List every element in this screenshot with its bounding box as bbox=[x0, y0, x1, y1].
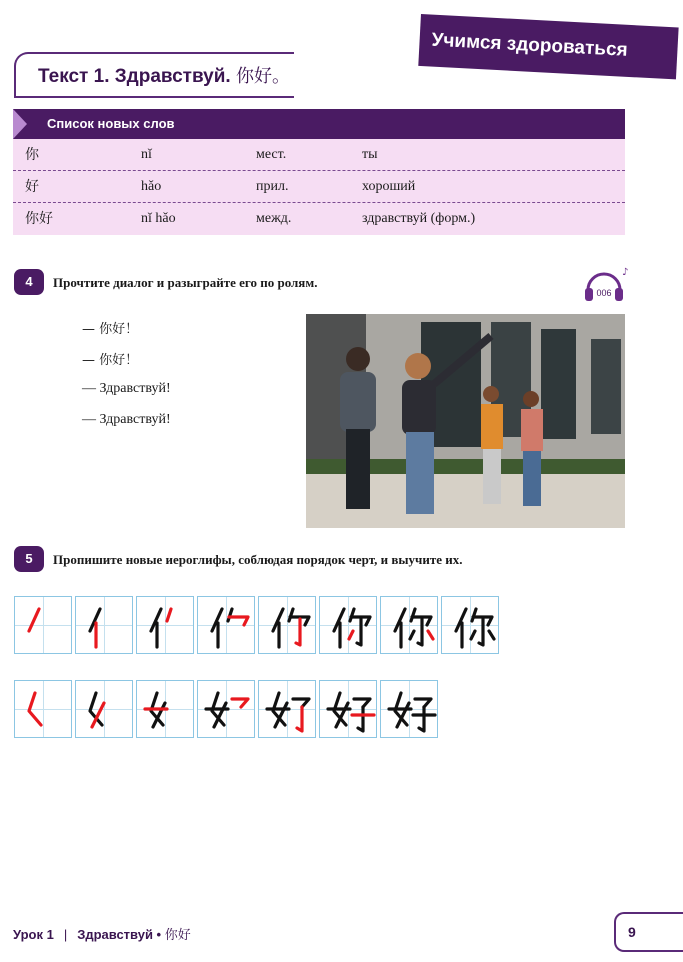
exercise-4-instruction: Прочтите диалог и разыграйте его по ролям. bbox=[53, 275, 318, 290]
vocab-hanzi: 好 bbox=[25, 179, 39, 195]
exercise-5-number: 5 bbox=[14, 546, 44, 572]
vocab-translation: здравствуй (форм.) bbox=[362, 211, 476, 226]
stroke-cell bbox=[380, 596, 438, 654]
text-title-chinese: 你好。 bbox=[236, 66, 290, 87]
page-number: 9 bbox=[628, 924, 636, 940]
footer-topic-chinese: 你好 bbox=[164, 928, 191, 943]
exercise-4-number: 4 bbox=[14, 269, 44, 295]
audio-track-label: 006 bbox=[596, 288, 612, 298]
vocab-translation: хороший bbox=[362, 179, 416, 194]
stroke-cell bbox=[136, 680, 194, 738]
exercise-5-instruction: Пропишите новые иероглифы, соблюдая порядок черт, и выучите их. bbox=[53, 552, 463, 567]
dialog-line: — 你好！ bbox=[82, 322, 139, 337]
vocab-row bbox=[13, 203, 625, 235]
stroke-cell bbox=[258, 680, 316, 738]
vocab-pinyin: nǐ bbox=[141, 147, 152, 162]
footer-topic: Здравствуй • bbox=[77, 927, 162, 942]
vocab-pinyin: nǐ hǎo bbox=[141, 211, 176, 226]
vocab-header-triangle bbox=[13, 109, 27, 139]
dialog-line: — 你好！ bbox=[82, 353, 139, 368]
stroke-cell bbox=[319, 680, 377, 738]
vocab-hanzi: 你 bbox=[25, 147, 39, 163]
dialog-line: — Здравствуй! bbox=[82, 381, 171, 396]
students-greeting-photo bbox=[306, 314, 625, 528]
vocab-hanzi: 你好 bbox=[25, 211, 53, 227]
vocab-row bbox=[13, 171, 625, 203]
text-title-main: Текст 1. Здравствуй. bbox=[38, 66, 231, 87]
vocab-header bbox=[13, 109, 625, 139]
stroke-cell bbox=[197, 596, 255, 654]
dialog-line: — Здравствуй! bbox=[82, 412, 171, 427]
section-title-banner bbox=[418, 14, 678, 79]
stroke-cell bbox=[319, 596, 377, 654]
vocab-header-label: Список новых слов bbox=[47, 116, 175, 131]
page-number-box bbox=[614, 912, 683, 952]
stroke-cell bbox=[14, 596, 72, 654]
stroke-cell bbox=[197, 680, 255, 738]
vocab-table bbox=[13, 139, 625, 235]
stroke-cell bbox=[258, 596, 316, 654]
headphones-icon[interactable] bbox=[583, 266, 627, 306]
vocab-row bbox=[13, 139, 625, 171]
stroke-cell bbox=[75, 596, 133, 654]
stroke-cell bbox=[14, 680, 72, 738]
vocab-pos: прил. bbox=[256, 179, 289, 194]
stroke-cell-complete bbox=[441, 596, 499, 654]
svg-text:♪: ♪ bbox=[622, 267, 629, 278]
vocab-pinyin: hǎo bbox=[141, 179, 162, 194]
vocab-translation: ты bbox=[362, 147, 378, 162]
stroke-cell-complete bbox=[380, 680, 438, 738]
stroke-cell bbox=[75, 680, 133, 738]
footer-lesson: Урок 1 bbox=[13, 927, 54, 942]
vocab-pos: межд. bbox=[256, 211, 292, 226]
stroke-cell bbox=[136, 596, 194, 654]
vocab-pos: мест. bbox=[256, 147, 287, 162]
text-title bbox=[38, 62, 290, 88]
section-title: Учимся здороваться bbox=[431, 29, 629, 61]
footer-lesson-info: Урок 1 | Здравствуй • 你好 bbox=[13, 927, 191, 943]
